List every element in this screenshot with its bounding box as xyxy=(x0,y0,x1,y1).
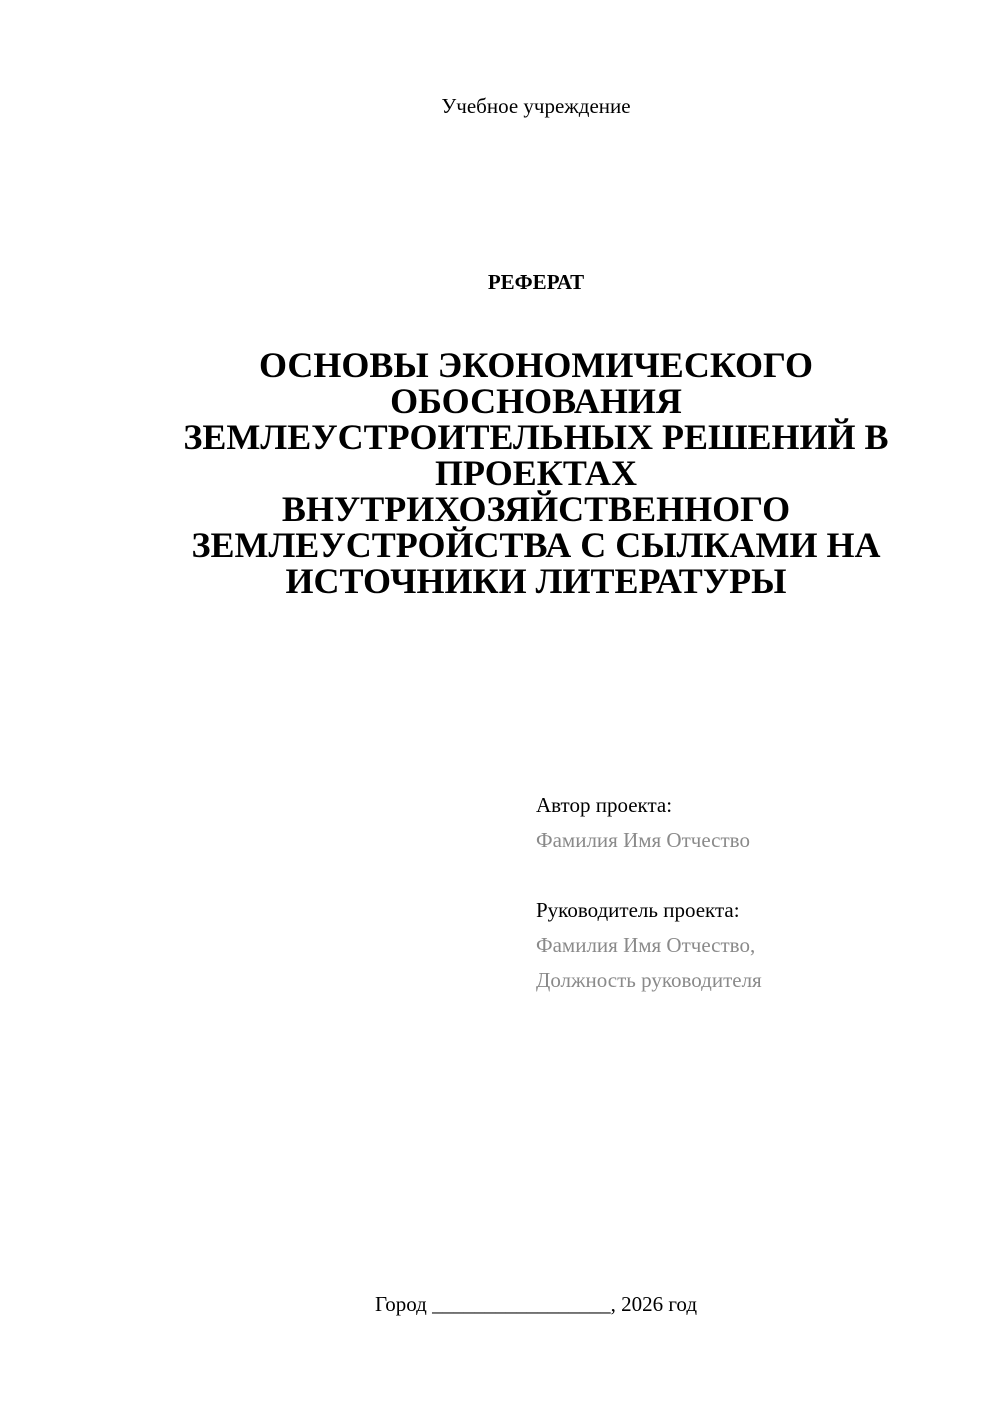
title-line: ИСТОЧНИКИ ЛИТЕРАТУРЫ xyxy=(285,561,787,601)
document-title xyxy=(140,347,932,599)
city-year-line: Город _________________, 2026 год xyxy=(374,1292,698,1316)
spacer xyxy=(536,858,976,893)
title-line: ОСНОВЫ ЭКОНОМИЧЕСКОГО xyxy=(258,345,814,385)
supervisor-name: Фамилия Имя Отчество, xyxy=(536,933,756,957)
title-line: ВНУТРИХОЗЯЙСТВЕННОГО xyxy=(281,489,791,529)
title-line: ПРОЕКТАХ xyxy=(434,453,638,493)
author-label: Автор проекта: xyxy=(536,793,673,817)
title-line: ЗЕМЛЕУСТРОЙСТВА С СЫЛКАМИ НА xyxy=(191,525,881,565)
document-type: РЕФЕРАТ xyxy=(487,270,585,294)
institution-name: Учебное учреждение xyxy=(441,94,631,118)
supervisor-label: Руководитель проекта: xyxy=(536,898,740,922)
title-line: ЗЕМЛЕУСТРОИТЕЛЬНЫХ РЕШЕНИЙ В xyxy=(183,417,889,457)
project-people-block xyxy=(536,788,976,998)
title-line: ОБОСНОВАНИЯ xyxy=(390,381,682,421)
supervisor-position: Должность руководителя xyxy=(536,968,762,992)
author-name: Фамилия Имя Отчество xyxy=(536,828,750,852)
